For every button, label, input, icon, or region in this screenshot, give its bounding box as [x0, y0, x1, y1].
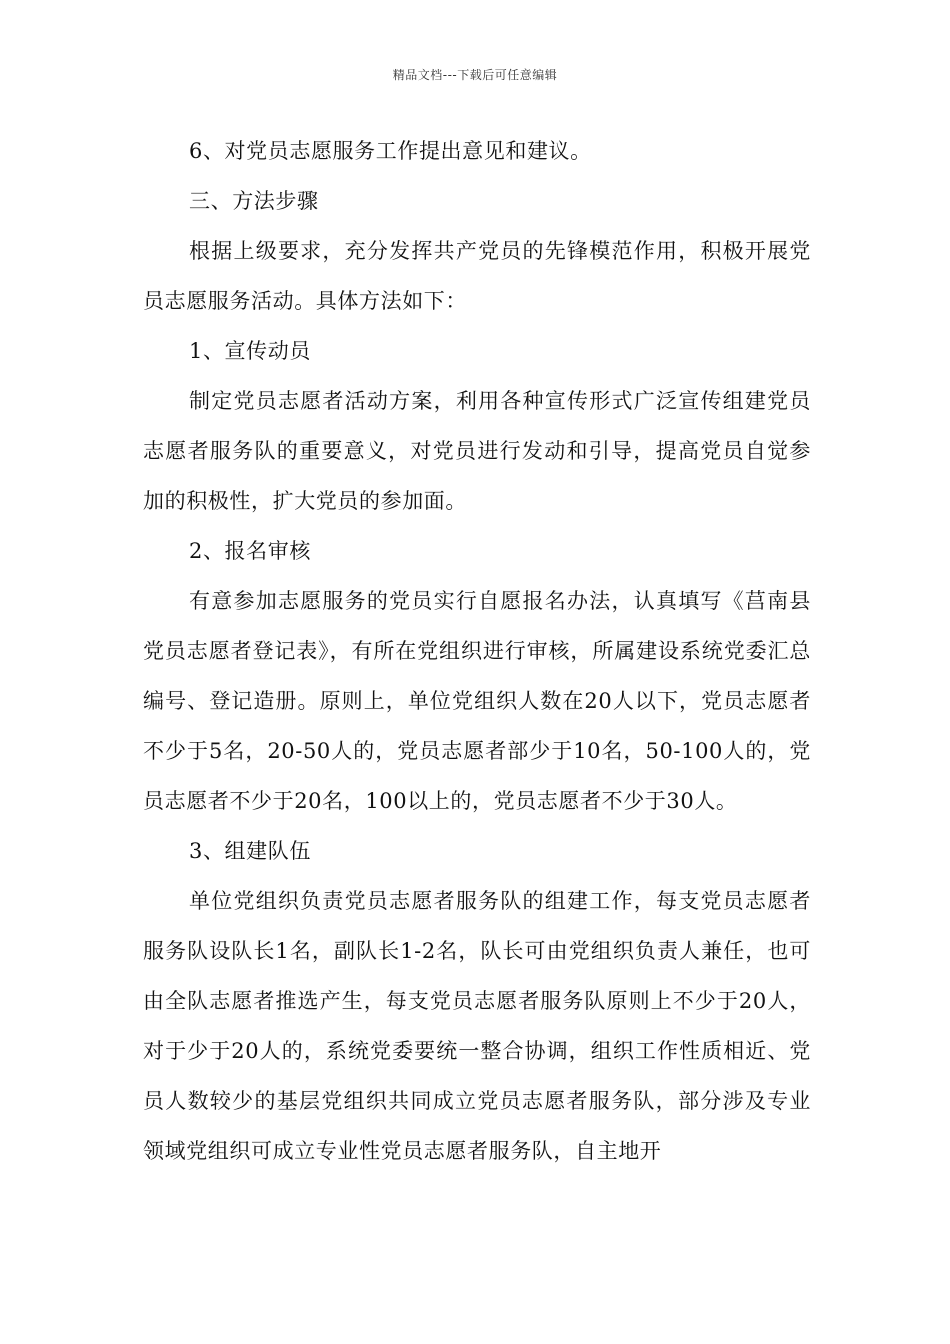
page-header: 精品文档---下载后可任意编辑	[392, 68, 558, 82]
subheading-team-building: 3、组建队伍	[189, 839, 311, 863]
section-heading-methods: 三、方法步骤	[189, 189, 319, 213]
paragraph-item-6: 6、对党员志愿服务工作提出意见和建议。	[189, 139, 592, 163]
paragraph-registration: 有意参加志愿服务的党员实行自愿报名办法，认真填写《莒南县党员志愿者登记表》，有所在党组织进行审核，所属建设系统党委汇总编号、登记造册。原则上，单位党组织人数在20人以下，党员志愿者不少于5名，20-50人的，党员志愿者部少于10名，50-100人的，党员志愿者不少于20名，100以上的，党员志愿者不少于30人。	[143, 589, 811, 813]
document-body	[143, 126, 811, 1176]
subheading-registration: 2、报名审核	[189, 539, 311, 563]
paragraph-team-building: 单位党组织负责党员志愿者服务队的组建工作，每支党员志愿者服务队设队长1名，副队长1-2名，队长可由党组织负责人兼任，也可由全队志愿者推选产生，每支党员志愿者服务队原则上不少于20人，对于少于20人的，系统党委要统一整合协调，组织工作性质相近、党员人数较少的基层党组织共同成立党员志愿者服务队，部分涉及专业领域党组织可成立专业性党员志愿者服务队，自主地开	[143, 889, 811, 1163]
paragraph-methods-intro: 根据上级要求，充分发挥共产党员的先锋模范作用，积极开展党员志愿服务活动。具体方法如下：	[143, 239, 811, 313]
paragraph-publicity: 制定党员志愿者活动方案，利用各种宣传形式广泛宣传组建党员志愿者服务队的重要意义，对党员进行发动和引导，提高党员自觉参加的积极性，扩大党员的参加面。	[143, 389, 811, 513]
subheading-publicity: 1、宣传动员	[189, 339, 311, 363]
